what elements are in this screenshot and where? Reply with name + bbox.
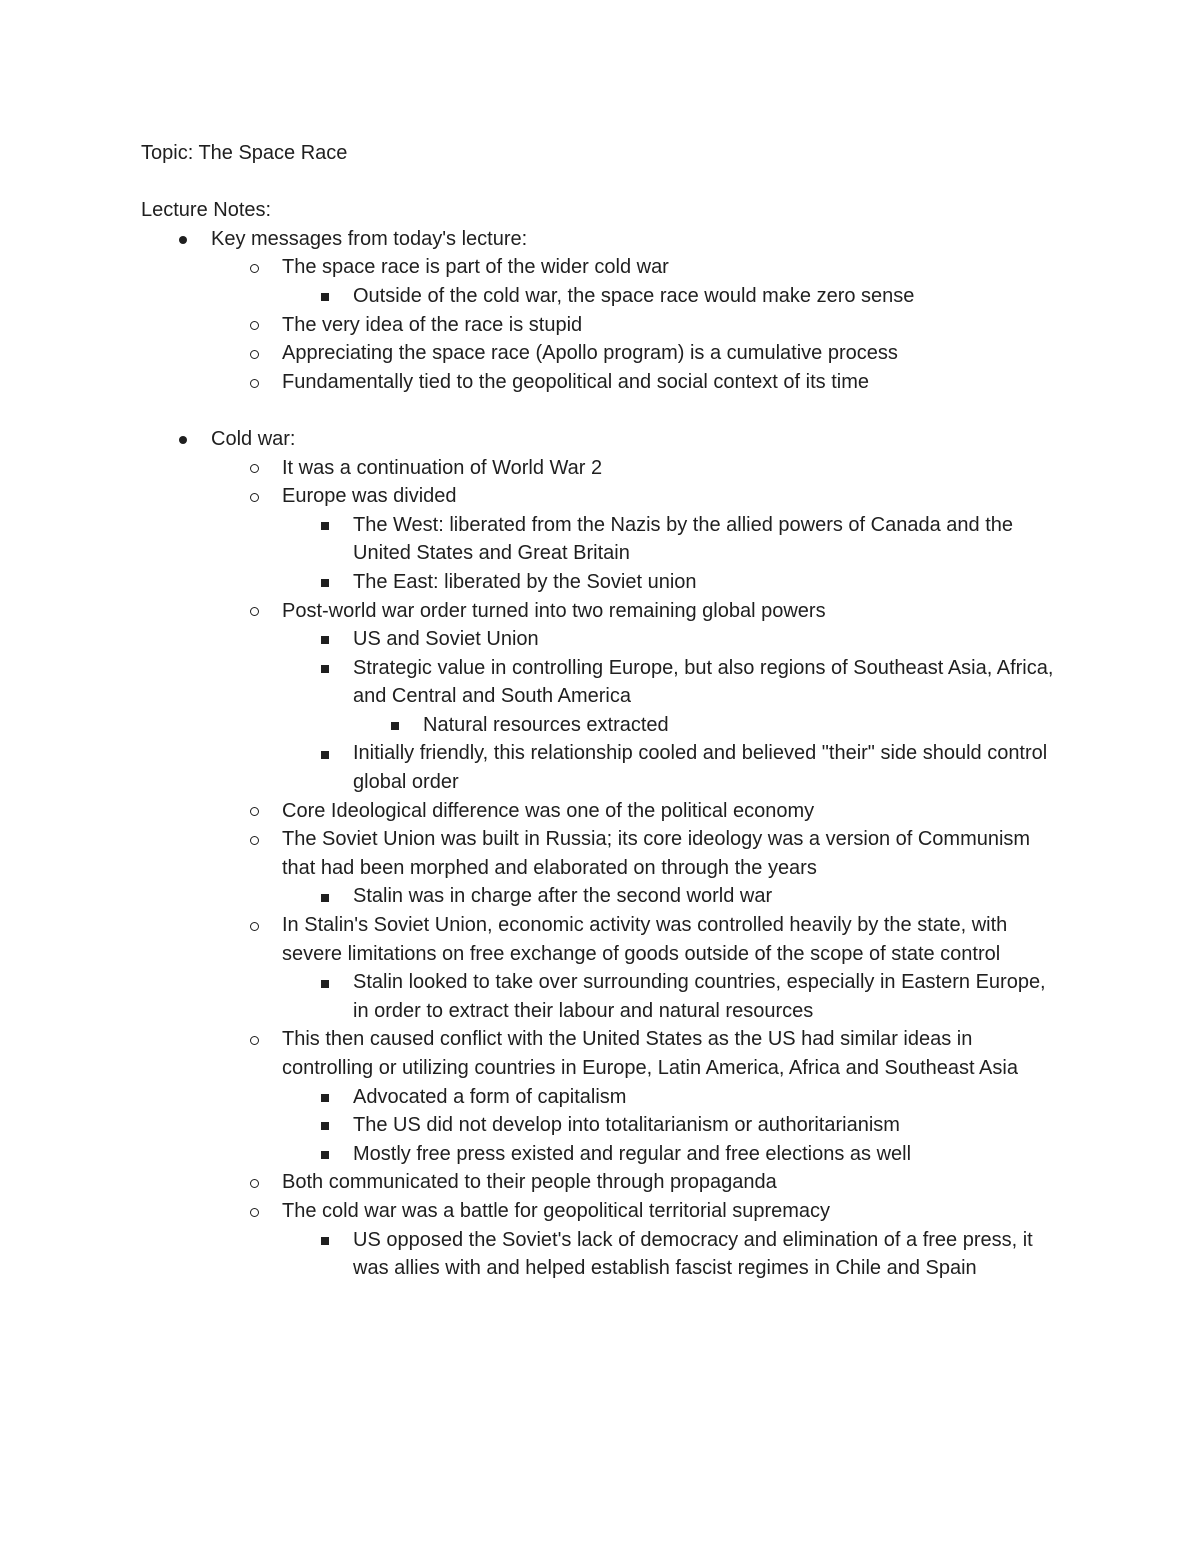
notes-outline: [141, 225, 1061, 1283]
list-item-level-1: [141, 911, 1061, 968]
list-item-level-3: [141, 711, 1061, 740]
list-item-text: Advocated a form of capitalism: [353, 1085, 627, 1108]
hollow-circle-bullet-icon: [244, 1197, 264, 1226]
hollow-circle-bullet-icon: [244, 597, 264, 626]
list-item-text: Post-world war order turned into two remaining global powers: [282, 599, 826, 622]
filled-circle-bullet-icon: [173, 425, 193, 454]
list-item-level-2: [141, 282, 1061, 311]
filled-square-bullet-icon: [315, 882, 335, 911]
list-item-level-1: [141, 454, 1061, 483]
hollow-circle-bullet-icon: [244, 368, 264, 397]
list-item-text: The Soviet Union was built in Russia; its core ideology was a version of Communism that had been morphed and elaborated on through the years: [282, 828, 1031, 879]
filled-square-bullet-icon: [315, 1140, 335, 1169]
hollow-circle-bullet-icon: [244, 1168, 264, 1197]
list-item-level-2: [141, 568, 1061, 597]
document-page: [141, 139, 1061, 1283]
list-item-text: Key messages from today's lecture:: [211, 227, 528, 250]
filled-square-bullet-icon: [315, 511, 335, 540]
filled-square-bullet-icon: [315, 1226, 335, 1255]
hollow-circle-bullet-icon: [244, 911, 264, 940]
list-item-level-1: [141, 1168, 1061, 1197]
hollow-circle-bullet-icon: [244, 825, 264, 854]
hollow-circle-bullet-icon: [244, 1025, 264, 1054]
list-item-level-1: [141, 597, 1061, 626]
filled-square-bullet-icon: [315, 1083, 335, 1112]
list-item-level-2: [141, 625, 1061, 654]
list-item-text: The very idea of the race is stupid: [282, 313, 583, 336]
blank-line: [141, 396, 1061, 425]
list-item-level-1: [141, 482, 1061, 511]
list-item-level-2: [141, 1083, 1061, 1112]
filled-square-bullet-icon: [315, 739, 335, 768]
list-item-text: The US did not develop into totalitarianism or authoritarianism: [353, 1114, 900, 1137]
list-item-text: Initially friendly, this relationship cooled and believed "their" side should control global order: [353, 742, 1048, 794]
filled-square-bullet-icon: [315, 625, 335, 654]
list-item-text: Strategic value in controlling Europe, but also regions of Southeast Asia, Africa, and Central and South America: [353, 656, 1054, 708]
hollow-circle-bullet-icon: [244, 253, 264, 282]
list-item-text: Stalin was in charge after the second world war: [353, 885, 773, 908]
filled-circle-bullet-icon: [173, 225, 193, 254]
list-item-level-2: [141, 968, 1061, 1025]
list-item-level-1: [141, 1197, 1061, 1226]
list-item-level-1: [141, 253, 1061, 282]
list-item-text: US and Soviet Union: [353, 628, 539, 651]
list-item-text: The cold war was a battle for geopolitical territorial supremacy: [282, 1199, 831, 1222]
filled-square-bullet-icon: [315, 654, 335, 683]
list-item-level-0: [141, 425, 1061, 454]
blank-line: [141, 168, 1061, 197]
list-item-text: The East: liberated by the Soviet union: [353, 570, 697, 593]
list-item-level-1: [141, 339, 1061, 368]
list-item-text: Fundamentally tied to the geopolitical and social context of its time: [282, 370, 869, 393]
list-item-level-2: [141, 739, 1061, 796]
list-item-level-1: [141, 825, 1061, 882]
list-item-level-2: [141, 1140, 1061, 1169]
list-item-text: In Stalin's Soviet Union, economic activity was controlled heavily by the state, with severe limitations on free exchange of goods outside of the scope of state control: [282, 914, 1008, 965]
list-item-text: The space race is part of the wider cold war: [282, 256, 669, 279]
list-item-text: Cold war:: [211, 427, 296, 450]
list-item-text: Stalin looked to take over surrounding countries, especially in Eastern Europe, in order to extract their labour and natural resources: [353, 971, 1046, 1022]
list-item-text: Both communicated to their people through propaganda: [282, 1171, 777, 1194]
list-item-level-0: [141, 225, 1061, 254]
list-item-level-2: [141, 654, 1061, 711]
filled-square-bullet-icon: [315, 968, 335, 997]
hollow-circle-bullet-icon: [244, 311, 264, 340]
list-item-text: Core Ideological difference was one of the political economy: [282, 799, 815, 822]
list-item-text: Appreciating the space race (Apollo program) is a cumulative process: [282, 342, 898, 365]
list-item-text: This then caused conflict with the United States as the US had similar ideas in controlling or utilizing countries in Europe, Latin America, Africa and Southeast Asia: [282, 1028, 1018, 1079]
list-item-level-2: [141, 511, 1061, 568]
list-item-text: Mostly free press existed and regular and free elections as well: [353, 1142, 912, 1165]
list-item-level-1: [141, 311, 1061, 340]
hollow-circle-bullet-icon: [244, 797, 264, 826]
list-item-level-1: [141, 368, 1061, 397]
filled-square-bullet-icon: [315, 1111, 335, 1140]
lecture-notes-heading: Lecture Notes:: [141, 199, 272, 222]
filled-square-bullet-icon: [385, 711, 405, 740]
hollow-circle-bullet-icon: [244, 339, 264, 368]
filled-square-bullet-icon: [315, 282, 335, 311]
list-item-level-2: [141, 1111, 1061, 1140]
list-item-text: Natural resources extracted: [423, 713, 669, 736]
list-item-text: Europe was divided: [282, 485, 457, 508]
topic-line: Topic: The Space Race: [141, 142, 348, 164]
hollow-circle-bullet-icon: [244, 482, 264, 511]
hollow-circle-bullet-icon: [244, 454, 264, 483]
list-item-level-1: [141, 797, 1061, 826]
list-item-level-2: [141, 1226, 1061, 1283]
list-item-level-1: [141, 1025, 1061, 1082]
list-item-level-2: [141, 882, 1061, 911]
list-item-text: Outside of the cold war, the space race would make zero sense: [353, 284, 915, 307]
filled-square-bullet-icon: [315, 568, 335, 597]
list-item-text: It was a continuation of World War 2: [282, 456, 603, 479]
list-item-text: US opposed the Soviet's lack of democracy and elimination of a free press, it was allies with and helped establish fascist regimes in Chile and Spain: [353, 1228, 1033, 1280]
list-item-text: The West: liberated from the Nazis by the allied powers of Canada and the United States and Great Britain: [353, 513, 1013, 565]
